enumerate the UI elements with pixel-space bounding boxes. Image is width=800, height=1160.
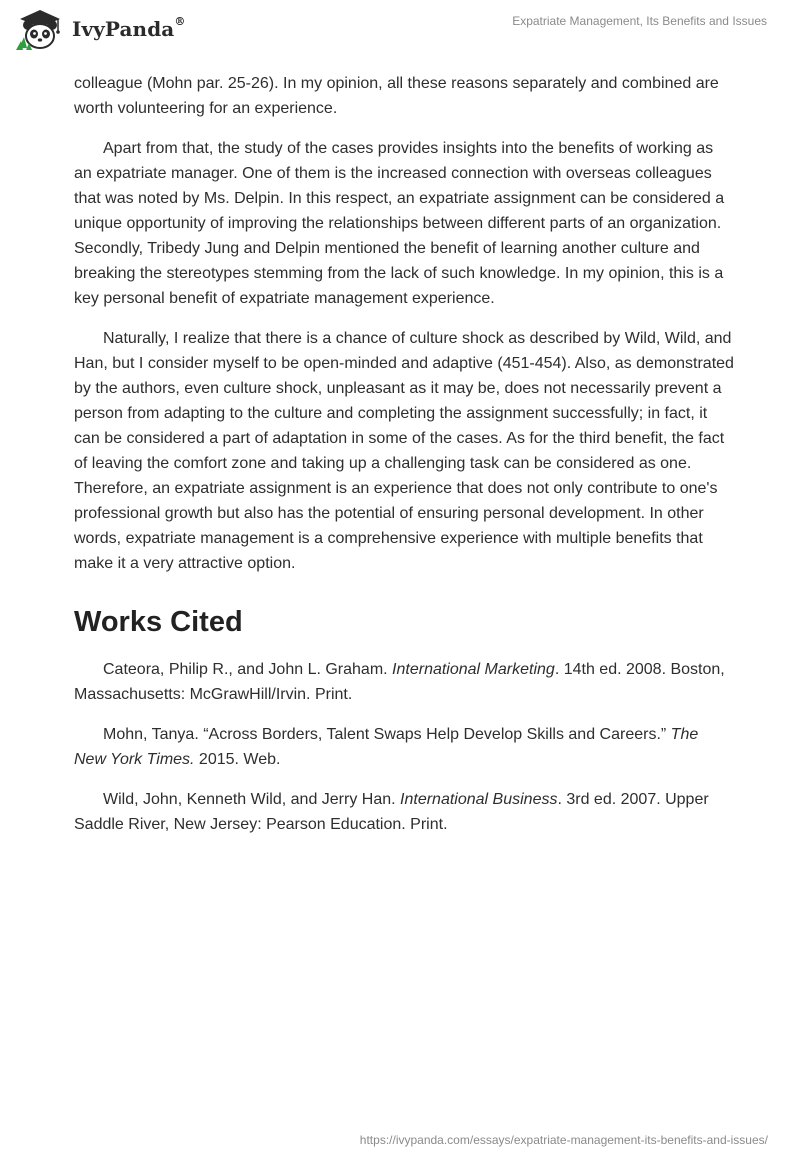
essay-content [74, 71, 734, 852]
source-url[interactable]: https://ivypanda.com/essays/expatriate-management-its-benefits-and-issues/ [359, 1133, 768, 1147]
citation-entry: Mohn, Tanya. “Across Borders, Talent Swaps Help Develop Skills and Careers.” The New York Times. 2015. Web. [74, 726, 699, 768]
works-cited-heading: Works Cited [74, 606, 243, 638]
citation-entry: Cateora, Philip R., and John L. Graham. International Marketing. 14th ed. 2008. Boston, Massachusetts: McGrawHill/Irvin. Print. [74, 661, 725, 703]
document-title: Expatriate Management, Its Benefits and Issues [512, 14, 767, 28]
paragraph-continued: colleague (Mohn par. 25-26). In my opinion, all these reasons separately and combined are worth volunteering for an experience. [74, 75, 719, 117]
paragraph-benefits: Apart from that, the study of the cases provides insights into the benefits of working as an expatriate manager. One of them is the increased connection with overseas colleagues that was noted by Ms. Delpin. In this respect, an expatriate assignment can be considered a unique opportunity of improving the relationships between different parts of an organization. Secondly, Tribedy Jung and Delpin mentioned the benefit of learning another culture and breaking the stereotypes stemming from the lack of such knowledge. In my opinion, this is a key personal benefit of expatriate management experience. [74, 140, 725, 307]
page-header [0, 0, 800, 62]
paragraph-culture-shock: Naturally, I realize that there is a chance of culture shock as described by Wild, Wild, and Han, but I consider myself to be open-minded and adaptive (451-454). Also, as demonstrated by the authors, even culture shock, unpleasant as it may be, does not necessarily prevent a person from adapting to the culture and completing the assignment successfully; in fact, it can be considered a part of adaptation in some of the cases. As for the third benefit, the fact of leaving the comfort zone and taking up a challenging task can be considered as one. Therefore, an expatriate assignment is an experience that does not only contribute to one's professional growth but also has the potential of ensuring personal development. In other words, expatriate management is a comprehensive experience with multiple benefits that make it a very attractive option. [74, 330, 734, 572]
brand-name: IvyPanda® [72, 15, 186, 41]
panda-mascot-icon [14, 6, 66, 52]
citation-entry: Wild, John, Kenneth Wild, and Jerry Han. International Business. 3rd ed. 2007. Upper Saddle River, New Jersey: Pearson Education. Print. [74, 791, 709, 833]
ivypanda-logo[interactable] [14, 6, 185, 52]
